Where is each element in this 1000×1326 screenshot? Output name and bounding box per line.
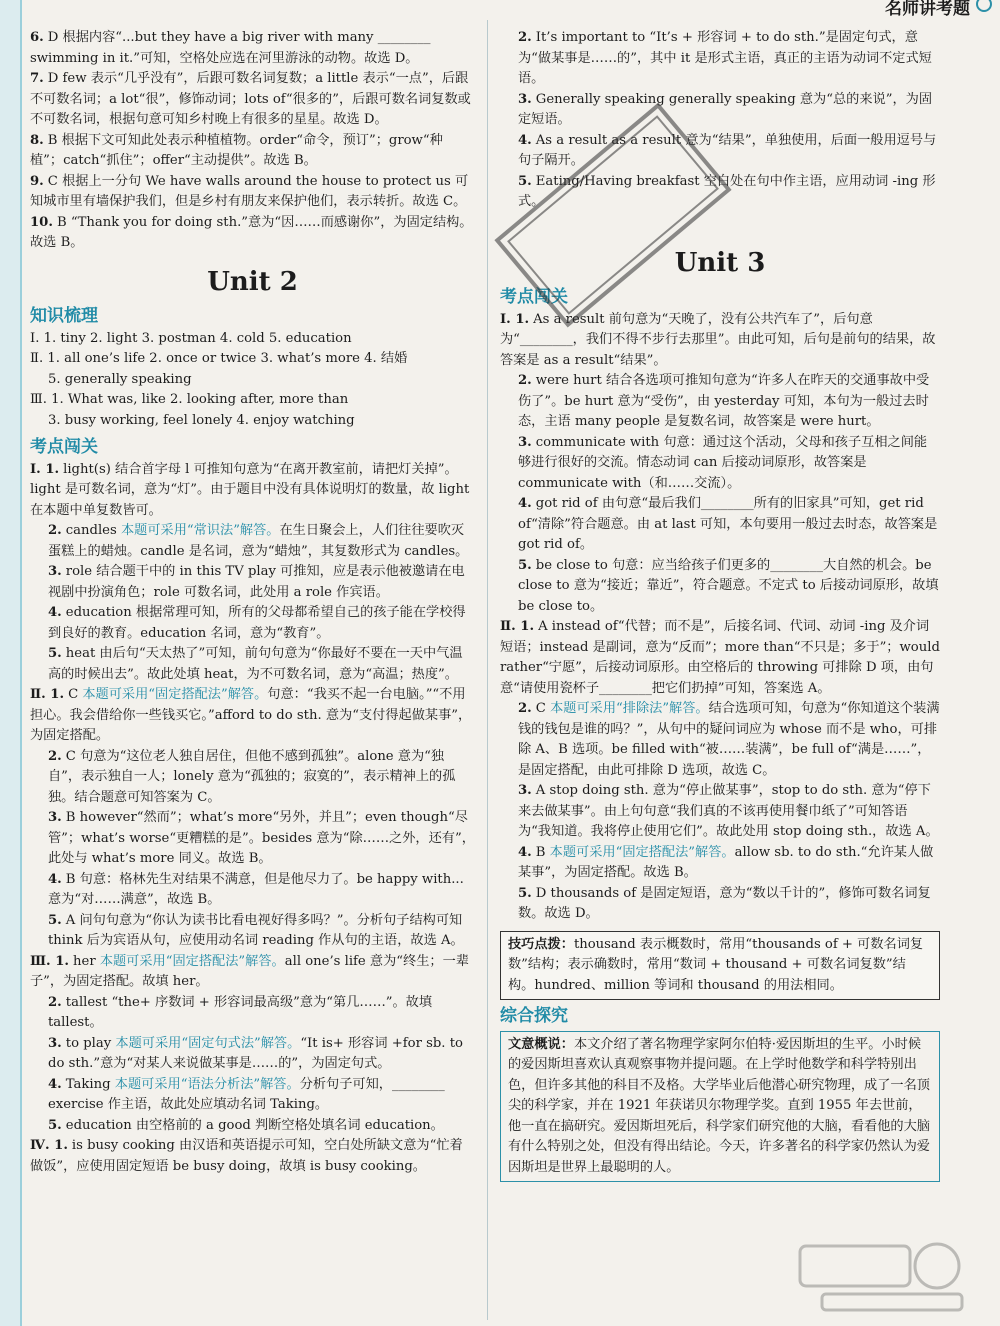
- summary-label: 文意概说：: [508, 1036, 574, 1052]
- item-number: 5.: [48, 1117, 62, 1133]
- item-text-cont: 结合选项可知，句意为“你知道这个装满钱的钱包是谁的吗？”，从句中的疑问词应为 whose 而不是 who，可排除 A、B 选项。be filled with“被……装满”，be full of“满是……”，是固定搭配，由此可排除 D 选项，故选 C。: [518, 701, 940, 778]
- item-text: role 结合题干中的 in this TV play 可推知，应是表示他被邀请在电视剧中扮演角色；role 可数名词，此处用 a role 作宾语。: [48, 564, 465, 600]
- tip-label: 技巧点拨：: [508, 936, 574, 952]
- answer-item: [30, 685, 475, 747]
- item-text: is busy cooking 由汉语和英语提示可知，空白处所缺文意为“忙着做饭”，应使用固定短语 be busy doing，故填 is busy cooking。: [30, 1138, 463, 1174]
- answer-item: [30, 131, 475, 172]
- left-margin-line: [20, 0, 22, 1326]
- answer-item: [30, 213, 475, 254]
- item-number: 4.: [48, 605, 62, 620]
- item-text: D thousands of 是固定短语，意为“数以千计的”，修饰可数名词复数。故选 D。: [518, 885, 931, 921]
- item-number: 4.: [48, 1076, 62, 1092]
- item-number: Ⅱ. 1.: [30, 687, 65, 702]
- answer-item: [30, 172, 475, 213]
- left-column: [30, 28, 475, 1177]
- right-exam-items: [500, 310, 940, 925]
- item-number: Ⅰ. 1.: [500, 311, 530, 327]
- item-text: to play: [65, 1035, 116, 1051]
- stamp-seal-icon: [478, 80, 748, 350]
- knowledge-line: Ⅰ. 1. tiny 2. light 3. postman 4. cold 5. education: [30, 330, 352, 346]
- item-text: B 根据下文可知此处表示种植植物。order“命令，预订”；grow“种植”；catch“抓住”；offer“主动提供”。故选 B。: [30, 132, 443, 168]
- answer-item: [30, 1034, 475, 1075]
- item-text: communicate with 句意：通过这个活动，父母和孩子互相之间能够进行很好的交流。情态动词 can 后接动词原形，故答案是 communicate with（和……交流）。: [518, 434, 928, 491]
- item-text: candles: [65, 523, 121, 538]
- answer-item: [500, 494, 940, 556]
- summary-box: [500, 1031, 940, 1183]
- item-text: heat 由后句“天太热了”可知，前句句意为“你最好不要在一天中气温高的时候出去”。故此处填 heat，为不可数名词，意为“高温；热度”。: [48, 646, 463, 682]
- item-text: A 问句句意为“你认为读书比看电视好得多吗？”。分析句子结构可知 think 后为宾语从句，应使用动名词 reading 作从句的主语，故选 A。: [48, 912, 464, 948]
- item-text: education 由空格前的 a good 判断空格处填名词 education。: [65, 1117, 444, 1133]
- method-hint: 本题可采用“常识法”解答。: [120, 523, 280, 538]
- item-number: 7.: [30, 71, 44, 86]
- summary-text: 本文介绍了著名物理学家阿尔伯特·爱因斯坦的生平。小时候的爱因斯坦喜欢认真观察事物并提问题。在上学时他数学和科学特别出色，但许多其他的科目不及格。大学毕业后他潜心研究物理，成了一名顶尖的科学家，并在 1921 年获诺贝尔物理学奖。直到 1955 年去世前，他一直在搞研究。爱因斯坦死后，科学家们研究他的大脑，看看他的大脑有什么特别之处，但没有得出结论。今天，许多著名的科学家仍然认为爱因斯坦是世界上最聪明的人。: [508, 1036, 930, 1175]
- item-text: Generally speaking generally speaking 意为“总的来说”，为固定短语。: [518, 91, 933, 127]
- knowledge-line: 3. busy working, feel lonely 4. enjoy watching: [48, 412, 355, 428]
- item-text: C: [68, 687, 83, 702]
- item-number: 3.: [48, 564, 62, 579]
- item-number: 5.: [518, 557, 532, 573]
- item-number: Ⅳ. 1.: [30, 1138, 68, 1153]
- item-text-cont: 分析句子可知，________ exercise 作主语，故此处应填动名词 Taking。: [48, 1076, 445, 1112]
- answer-item: [30, 603, 475, 644]
- item-number: 5.: [48, 912, 62, 928]
- item-text: got rid of 由句意“最后我们________所有的旧家具”可知，get rid of“清除”符合题意。由 at last 可知，本句要用一般过去时态，故答案是 got rid of。: [518, 496, 938, 552]
- item-text: were hurt 结合各选项可推知句意为“许多人在昨天的交通事故中受伤了”。be hurt 意为“受伤”，由 yesterday 可知，本句为一般过去时态，主语 many people 是复数名词，故答案是 were hurt。: [518, 373, 930, 429]
- item-text: C: [535, 701, 551, 716]
- header-circle-icon: [976, 0, 992, 12]
- method-hint: 本题可采用“语法分析法”解答。: [114, 1076, 300, 1092]
- knowledge-line: Ⅲ. 1. What was, like 2. looking after, more than: [30, 392, 349, 407]
- answer-item: [30, 644, 475, 685]
- knowledge-line: 5. generally speaking: [48, 371, 192, 387]
- item-text-cont: “It is+ 形容词 +for sb. to do sth.”意为“对某人来说做某事是……的”，为固定句式。: [48, 1035, 463, 1071]
- unit-2-title: Unit 2: [207, 266, 298, 297]
- item-number: 6.: [30, 30, 44, 45]
- item-text: D 根据内容“...but they have a big river with many ________ swimming in it.”可知，空格处应选在河里游泳的动物。故选 D。: [30, 30, 431, 66]
- left-exam-items: [30, 460, 475, 1178]
- tip-box: [500, 931, 940, 1001]
- answer-item: [30, 69, 475, 131]
- knowledge-line: Ⅱ. 1. all one’s life 2. once or twice 3. what’s more 4. 结婚: [30, 351, 408, 366]
- item-text: As a result as a result 意为“结果”，单独使用，后面一般用逗号与句子隔开。: [518, 132, 937, 168]
- item-number: 3.: [518, 91, 532, 107]
- item-text: her: [73, 953, 100, 969]
- item-number: 4.: [518, 496, 532, 511]
- item-text: light(s) 结合首字母 l 可推知句意为“在离开教室前，请把灯关掉”。light 是可数名词，意为“灯”。由于题目中没有具体说明灯的数量，故 light 在本题中单复数皆可。: [30, 461, 470, 518]
- section-comprehensive: 综合探究: [500, 1006, 568, 1026]
- item-number: 3.: [48, 1035, 62, 1051]
- answer-item: [30, 460, 475, 522]
- method-hint: 本题可采用“排除法”解答。: [550, 701, 709, 716]
- item-text: B 句意：格林先生对结果不满意，但是他尽力了。be happy with... 意为“对……满意”，故选 B。: [48, 871, 464, 907]
- answer-item: [500, 781, 940, 843]
- answer-item: [30, 1136, 475, 1177]
- item-text: C 根据上一分句 We have walls around the house to protect us 可知城市里有墙保护我们，但是乡村有朋友来保护他们，表示转折。故选 C。: [30, 173, 469, 209]
- item-text: It’s important to “It’s + 形容词 + to do sth.”是固定句式，意为“做某事是……的”，其中 it 是形式主语，真正的主语为动词不定式短语。: [518, 30, 932, 86]
- answer-item: [30, 993, 475, 1034]
- answer-item: [500, 556, 940, 618]
- section-knowledge: 知识梳理: [30, 306, 98, 326]
- item-number: 2.: [518, 701, 532, 716]
- item-text: B: [535, 844, 550, 860]
- answer-item: [500, 371, 940, 433]
- watermark-logo-icon: [792, 1236, 972, 1316]
- answer-item: [500, 433, 940, 495]
- knowledge-list: [30, 329, 475, 432]
- unit-3-title: Unit 3: [674, 247, 766, 278]
- method-hint: 本题可采用“固定搭配法”解答。: [82, 687, 268, 702]
- answer-item: [30, 747, 475, 809]
- answer-item: [30, 1116, 475, 1137]
- item-number: 5.: [518, 885, 532, 901]
- section-exam-points: 考点闯关: [30, 437, 98, 457]
- item-number: 2.: [48, 994, 62, 1010]
- left-margin-bar: [0, 0, 20, 1326]
- answer-item: [30, 521, 475, 562]
- item-text: A instead of“代替；而不是”，后接名词、代词、动词 -ing 及介词短语；instead 是副词，意为“反而”；more than“不只是；多于”；would rather“宁愿”，后接动词原形。由空格后的 throwing 可排除 D 项，由句意“请使用瓷杯子________把它们扔掉”可知，答案选 A。: [500, 619, 940, 696]
- item-number: 8.: [30, 132, 44, 148]
- item-number: 5.: [48, 646, 62, 661]
- item-number: Ⅰ. 1.: [30, 461, 60, 477]
- item-text: Taking: [65, 1076, 115, 1092]
- item-text-cont: allow sb. to do sth.“允许某人做某事”，为固定搭配。故选 B。: [518, 844, 934, 880]
- answer-item: [30, 1075, 475, 1116]
- item-number: 10.: [30, 214, 53, 230]
- item-text: B “Thank you for doing sth.”意为“因……而感谢你”，为固定结构。故选 B。: [30, 214, 473, 250]
- item-number: 3.: [518, 783, 532, 798]
- item-text-cont: 句意：“我买不起一台电脑。”“不用担心。我会借给你一些钱买它。”afford to do sth. 意为“支付得起做某事”，为固定搭配。: [30, 687, 472, 743]
- item-text: D few 表示“几乎没有”，后跟可数名词复数；a little 表示“一点”，后跟不可数名词；a lot“很”，修饰动词；lots of“很多的”，后跟可数名词复数或不可数名词，根据句意可知乡村晚上有很多的星星。故选 D。: [30, 71, 471, 127]
- item-number: 2.: [48, 523, 62, 538]
- item-number: 9.: [30, 173, 44, 189]
- item-number: Ⅲ. 1.: [30, 953, 70, 969]
- method-hint: 本题可采用“固定搭配法”解答。: [99, 953, 285, 969]
- item-number: 4.: [518, 844, 532, 860]
- tip-text: thousand 表示概数时，常用“thousands of + 可数名词复数”结构；表示确数时，常用“数词 + thousand + 可数名词复数”结构。hundred、million 等词和 thousand 的用法相同。: [508, 936, 924, 993]
- answer-item: [30, 562, 475, 603]
- item-text: tallest “the+ 序数词 + 形容词最高级”意为“第几……”。故填 tallest。: [48, 994, 433, 1030]
- answer-item: [30, 870, 475, 911]
- answer-item: [30, 911, 475, 952]
- item-text: A stop doing sth. 意为“停止做某事”，stop to do sth. 意为“停下来去做某事”。由上句句意“我们真的不该再使用餐巾纸了”可知答语为“我知道。我将停止使用它们”。故此处用 stop doing sth.，故选 A。: [518, 783, 939, 839]
- item-text-cont: 在生日聚会上，人们往往要吹灭蛋糕上的蜡烛。candle 是名词，意为“蜡烛”，其复数形式为 candles。: [48, 523, 469, 559]
- item-number: Ⅱ. 1.: [500, 619, 535, 634]
- item-text: C 句意为“这位老人独自居住，但他不感到孤独”。alone 意为“独自”，表示独自一人；lonely 意为“孤独的；寂寞的”，表示精神上的孤独。结合题意可知答案为 C。: [48, 748, 456, 805]
- item-text: be close to 句意：应当给孩子们更多的________大自然的机会。be close to 意为“接近；靠近”，符合题意。不定式 to 后接动词原形，故填 be close to。: [518, 557, 939, 614]
- answer-item: [30, 28, 475, 69]
- item-number: 2.: [48, 748, 62, 764]
- method-hint: 本题可采用“固定搭配法”解答。: [549, 844, 735, 860]
- item-text: education 根据常理可知，所有的父母都希望自己的孩子能在学校得到良好的教育。education 名词，意为“教育”。: [48, 605, 466, 641]
- item-text: Eating/Having breakfast 空白处在句中作主语，应用动词 -ing 形式。: [518, 173, 936, 209]
- answer-item: [500, 884, 940, 925]
- method-hint: 本题可采用“固定句式法”解答。: [115, 1035, 301, 1051]
- answer-item: [30, 808, 475, 870]
- left-top-answers: [30, 28, 475, 254]
- answer-item: [500, 617, 940, 699]
- item-text: As a result 前句意为“天晚了，没有公共汽车了”，后句意为“________，我们不得不步行去那里”。由此可知，后句是前句的结果，故答案是 as a result“结果”。: [500, 311, 936, 368]
- header-title: 名师讲考题: [885, 0, 970, 19]
- answer-item: [500, 843, 940, 884]
- item-number: 5.: [518, 173, 532, 189]
- item-number: 2.: [518, 30, 532, 45]
- item-number: 4.: [518, 132, 532, 148]
- item-number: 3.: [48, 810, 62, 825]
- item-number: 4.: [48, 871, 62, 887]
- answer-item: [500, 699, 940, 781]
- item-number: 2.: [518, 373, 532, 388]
- item-number: 3.: [518, 434, 532, 450]
- answer-item: [30, 952, 475, 993]
- item-text: B however“然而”；what’s more“另外，并且”；even though“尽管”；what’s worse“更糟糕的是”。besides 意为“除……之外，还有”，此处与 what’s more 同义。故选 B。: [48, 810, 475, 866]
- section-exam-points-u3: 考点闯关: [500, 287, 568, 307]
- item-text-cont: all one’s life 意为“终生；一辈子”，为固定搭配。故填 her。: [30, 953, 469, 989]
